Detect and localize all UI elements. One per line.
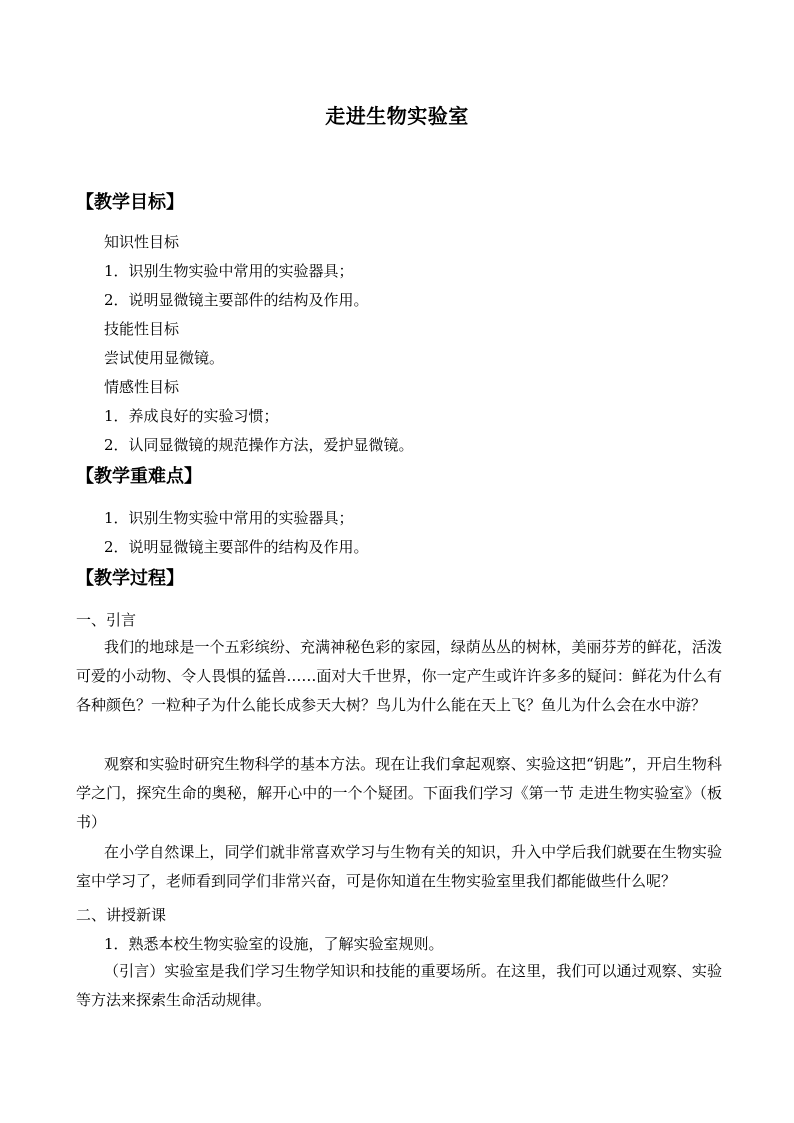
key-point-item: 1．识别生物实验中常用的实验器具；	[104, 509, 354, 527]
section-heading-process: 【教学过程】	[76, 568, 184, 589]
section-heading-key-points: 【教学重难点】	[76, 466, 202, 487]
document-title: 走进生物实验室	[325, 104, 469, 128]
part-two-label: 二、讲授新课	[76, 906, 167, 924]
lesson-item: 1．熟悉本校生物实验室的设施，了解实验室规则。	[104, 935, 444, 953]
key-point-item: 2．说明显微镜主要部件的结构及作用。	[104, 538, 369, 556]
skill-objective-item: 尝试使用显微镜。	[104, 349, 225, 367]
knowledge-objective-item: 2．说明显微镜主要部件的结构及作用。	[104, 291, 369, 309]
intro-paragraph: 在小学自然课上，同学们就非常喜欢学习与生物有关的知识，升入中学后我们就要在生物实验室中学习了，老师看到同学们非常兴奋，可是你知道在生物实验室里我们都能做些什么呢？	[76, 843, 722, 891]
lesson-paragraph: （引言）实验室是我们学习生物学知识和技能的重要场所。在这里，我们可以通过观察、实验等方法来探索生命活动规律。	[76, 962, 722, 1010]
section-heading-objectives: 【教学目标】	[76, 192, 184, 213]
skill-objective-label: 技能性目标	[104, 320, 180, 338]
emotion-objective-label: 情感性目标	[104, 378, 180, 396]
knowledge-objective-item: 1．识别生物实验中常用的实验器具；	[104, 262, 354, 280]
part-one-label: 一、引言	[76, 611, 137, 629]
emotion-objective-item: 1．养成良好的实验习惯；	[104, 407, 279, 425]
knowledge-objective-label: 知识性目标	[104, 233, 180, 251]
intro-paragraph: 观察和实验时研究生物科学的基本方法。现在让我们拿起观察、实验这把“钥匙”，开启生物科学之门，探究生命的奥秘，解开心中的一个个疑团。下面我们学习《第一节 走进生物实验室》（板书）	[76, 755, 722, 832]
emotion-objective-item: 2．认同显微镜的规范操作方法，爱护显微镜。	[104, 436, 414, 454]
intro-paragraph: 我们的地球是一个五彩缤纷、充满神秘色彩的家园，绿荫丛丛的树林，美丽芬芳的鲜花，活泼可爱的小动物、令人畏惧的猛兽……面对大千世界，你一定产生或许许多多的疑问：鲜花为什么有各种颜色？一粒种子为什么能长成参天大树？鸟儿为什么能在天上飞？鱼儿为什么会在水中游？	[76, 638, 722, 715]
